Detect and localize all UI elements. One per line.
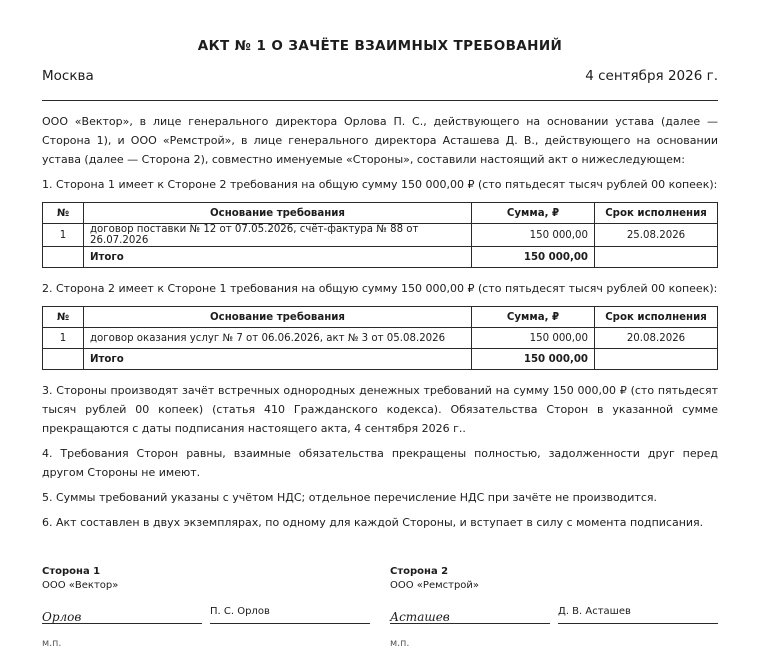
col-basis-header: Основание требования	[84, 307, 472, 328]
col-num-header: №	[43, 307, 84, 328]
total-amount: 150 000,00	[472, 247, 595, 268]
col-basis-header: Основание требования	[84, 203, 472, 224]
total-amount: 150 000,00	[472, 349, 595, 370]
table-row	[43, 328, 718, 349]
document-date: 4 сентября 2026 г.	[585, 68, 718, 84]
handwritten-signature: Асташев	[390, 606, 550, 624]
cell-basis: договор оказания услуг № 7 от 06.06.2026, акт № 3 от 05.08.2026	[84, 328, 472, 349]
cell-empty	[43, 349, 84, 370]
total-label: Итого	[84, 349, 472, 370]
cell-term: 20.08.2026	[595, 328, 718, 349]
cell-empty	[595, 349, 718, 370]
col-amount-header: Сумма, ₽	[472, 203, 595, 224]
cell-empty	[595, 247, 718, 268]
party-org: ООО «Ремстрой»	[390, 580, 480, 591]
col-term-header: Срок исполнения	[595, 203, 718, 224]
clause-4: 4. Требования Сторон равны, взаимные обязательства прекращены полностью, задолженности друг перед другом Стороны не имеют.	[42, 447, 718, 479]
signature-row	[42, 606, 370, 624]
party-label: Сторона 1	[42, 566, 101, 577]
table-total-row	[43, 349, 718, 370]
clause-5: 5. Суммы требований указаны с учётом НДС; отдельное перечисление НДС при зачёте не производится.	[42, 491, 658, 504]
claims-table-2	[42, 306, 718, 370]
signature-row	[390, 606, 718, 624]
signature-party-2	[390, 566, 718, 649]
cell-amount: 150 000,00	[472, 328, 595, 349]
table-total-row	[43, 247, 718, 268]
cell-term: 25.08.2026	[595, 224, 718, 247]
table-header-row	[43, 203, 718, 224]
handwritten-signature: Орлов	[42, 606, 202, 624]
stamp-placeholder: м.п.	[390, 638, 410, 649]
stamp-placeholder: м.п.	[42, 638, 62, 649]
cell-num: 1	[43, 224, 84, 247]
claims-table-1	[42, 202, 718, 268]
clause-2: 2. Сторона 2 имеет к Стороне 1 требования на общую сумму 150 000,00 ₽ (сто пятьдесят тысяч рублей 00 копеек):	[42, 282, 718, 295]
signatory-name: П. С. Орлов	[210, 606, 370, 624]
col-term-header: Срок исполнения	[595, 307, 718, 328]
cell-amount: 150 000,00	[472, 224, 595, 247]
col-num-header: №	[43, 203, 84, 224]
clause-1: 1. Сторона 1 имеет к Стороне 2 требования на общую сумму 150 000,00 ₽ (сто пятьдесят тысяч рублей 00 копеек):	[42, 178, 718, 191]
preamble: ООО «Вектор», в лице генерального директора Орлова П. С., действующего на основании устава (далее — Сторона 1), и ООО «Ремстрой», в лице генерального директора Асташева Д. В., действующего на основании устава (далее — Сторона 2), совместно именуемые «Стороны», составили настоящий акт о нижеследующем:	[42, 115, 718, 166]
city: Москва	[42, 68, 94, 84]
table-row	[43, 224, 718, 247]
total-label: Итого	[84, 247, 472, 268]
signature-party-1	[42, 566, 370, 649]
col-amount-header: Сумма, ₽	[472, 307, 595, 328]
cell-basis: договор поставки № 12 от 07.05.2026, счёт-фактура № 88 от 26.07.2026	[84, 224, 472, 247]
cell-empty	[43, 247, 84, 268]
place-date-row	[42, 68, 718, 101]
party-label: Сторона 2	[390, 566, 449, 577]
document-title: АКТ № 1 О ЗАЧЁТЕ ВЗАИМНЫХ ТРЕБОВАНИЙ	[197, 38, 563, 54]
clause-3: 3. Стороны производят зачёт встречных однородных денежных требований на сумму 150 000,00 ₽ (сто пятьдесят тысяч рублей 00 копеек) (статья 410 Гражданского кодекса). Обязательства Сторон в указанной сумме прекращаются с даты подписания настоящего акта, 4 сентября 2026 г..	[42, 384, 718, 435]
party-org: ООО «Вектор»	[42, 580, 119, 591]
cell-num: 1	[43, 328, 84, 349]
table-header-row	[43, 307, 718, 328]
signatory-name: Д. В. Асташев	[558, 606, 718, 624]
signatures-block	[42, 566, 718, 649]
clause-6: 6. Акт составлен в двух экземплярах, по одному для каждой Стороны, и вступает в силу с момента подписания.	[42, 516, 704, 529]
